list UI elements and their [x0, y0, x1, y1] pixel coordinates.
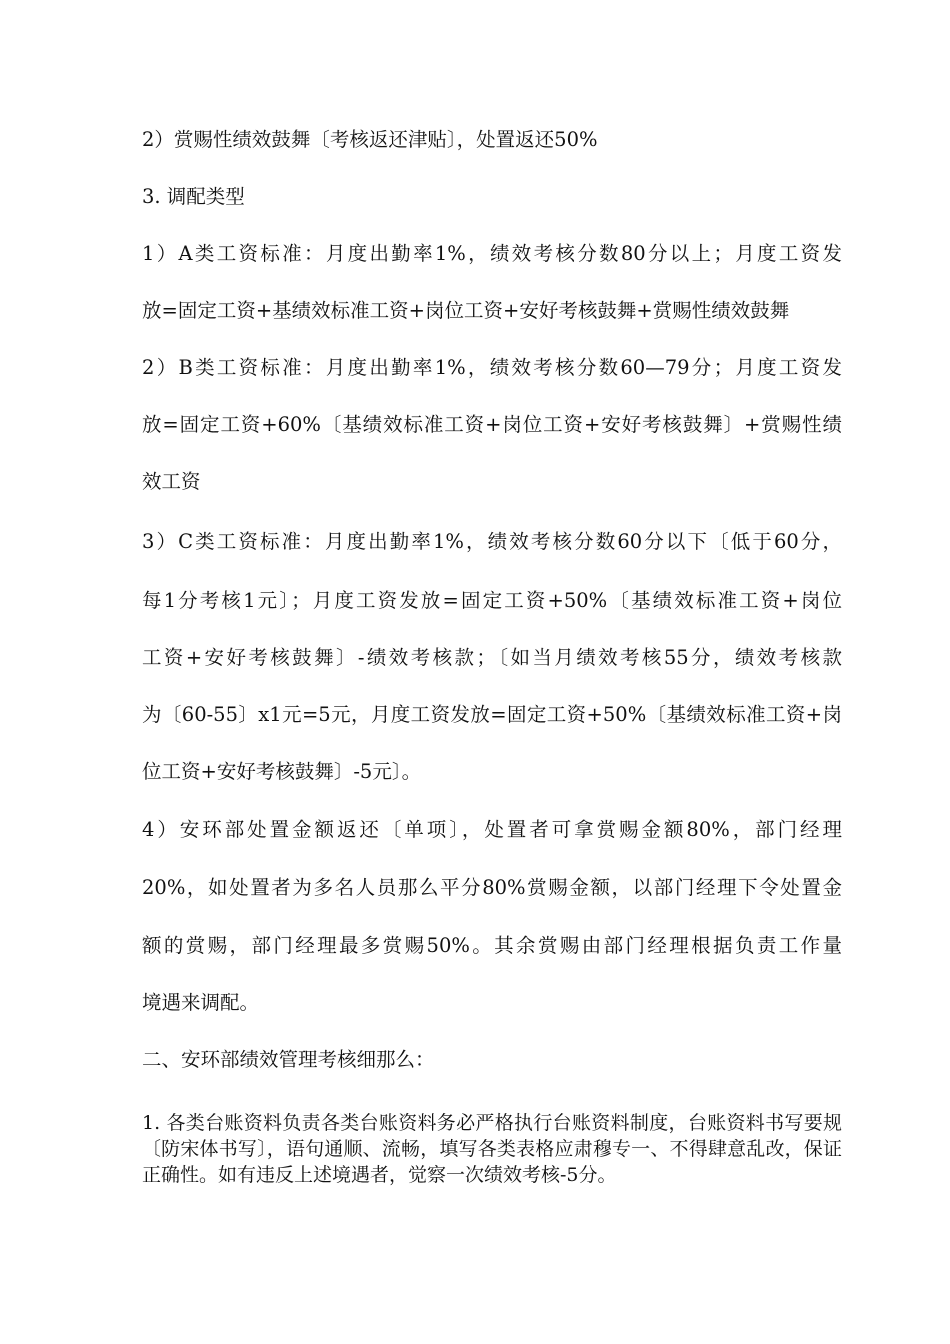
- text-line: 每1分考核1元〕；月度工资发放=固定工资+50%〔基绩效标准工资+岗位: [142, 589, 842, 612]
- text-line: 效工资: [142, 470, 201, 493]
- text-line: 境遇来调配。: [142, 991, 260, 1014]
- text-line: 2）B类工资标准：月度出勤率1%，绩效考核分数60—79分；月度工资发: [142, 356, 842, 379]
- text-line: 放=固定工资+基绩效标准工资+岗位工资+安好考核鼓舞+赏赐性绩效鼓舞: [142, 299, 790, 322]
- text-line: 额的赏赐，部门经理最多赏赐50%。其余赏赐由部门经理根据负责工作量: [142, 934, 842, 957]
- section-heading: 3. 调配类型: [142, 185, 245, 208]
- text-line: 2）赏赐性绩效鼓舞〔考核返还津贴〕，处置返还50%: [142, 128, 598, 151]
- text-line: 工资+安好考核鼓舞〕-绩效考核款；〔如当月绩效考核55分，绩效考核款: [142, 646, 842, 669]
- text-line: 4）安环部处置金额返还〔单项〕，处置者可拿赏赐金额80%，部门经理: [142, 818, 842, 841]
- text-line: 为〔60-55〕x1元=5元，月度工资发放=固定工资+50%〔基绩效标准工资+岗: [142, 703, 842, 726]
- text-line: 放=固定工资+60%〔基绩效标准工资+岗位工资+安好考核鼓舞〕+赏赐性绩: [142, 413, 842, 436]
- text-line: 3）C类工资标准：月度出勤率1%，绩效考核分数60分以下〔低于60分，: [142, 530, 842, 553]
- text-line: 20%，如处置者为多名人员那么平分80%赏赐金额，以部门经理下令处置金: [142, 876, 842, 899]
- paragraph-item-one: 1. 各类台账资料负责各类台账资料务必严格执行台账资料制度，台账资料书写要规〔防宋体书写〕，语句通顺、流畅，填写各类表格应肃穆专一、不得肆意乱改，保证正确性。如有违反上述境遇者，觉察一次绩效考核-5分。: [142, 1112, 842, 1186]
- section-heading: 二、安环部绩效管理考核细那么：: [142, 1048, 435, 1071]
- text-line: 位工资+安好考核鼓舞〕-5元〕。: [142, 760, 422, 783]
- text-line: 1）A类工资标准：月度出勤率1%，绩效考核分数80分以上；月度工资发: [142, 242, 842, 265]
